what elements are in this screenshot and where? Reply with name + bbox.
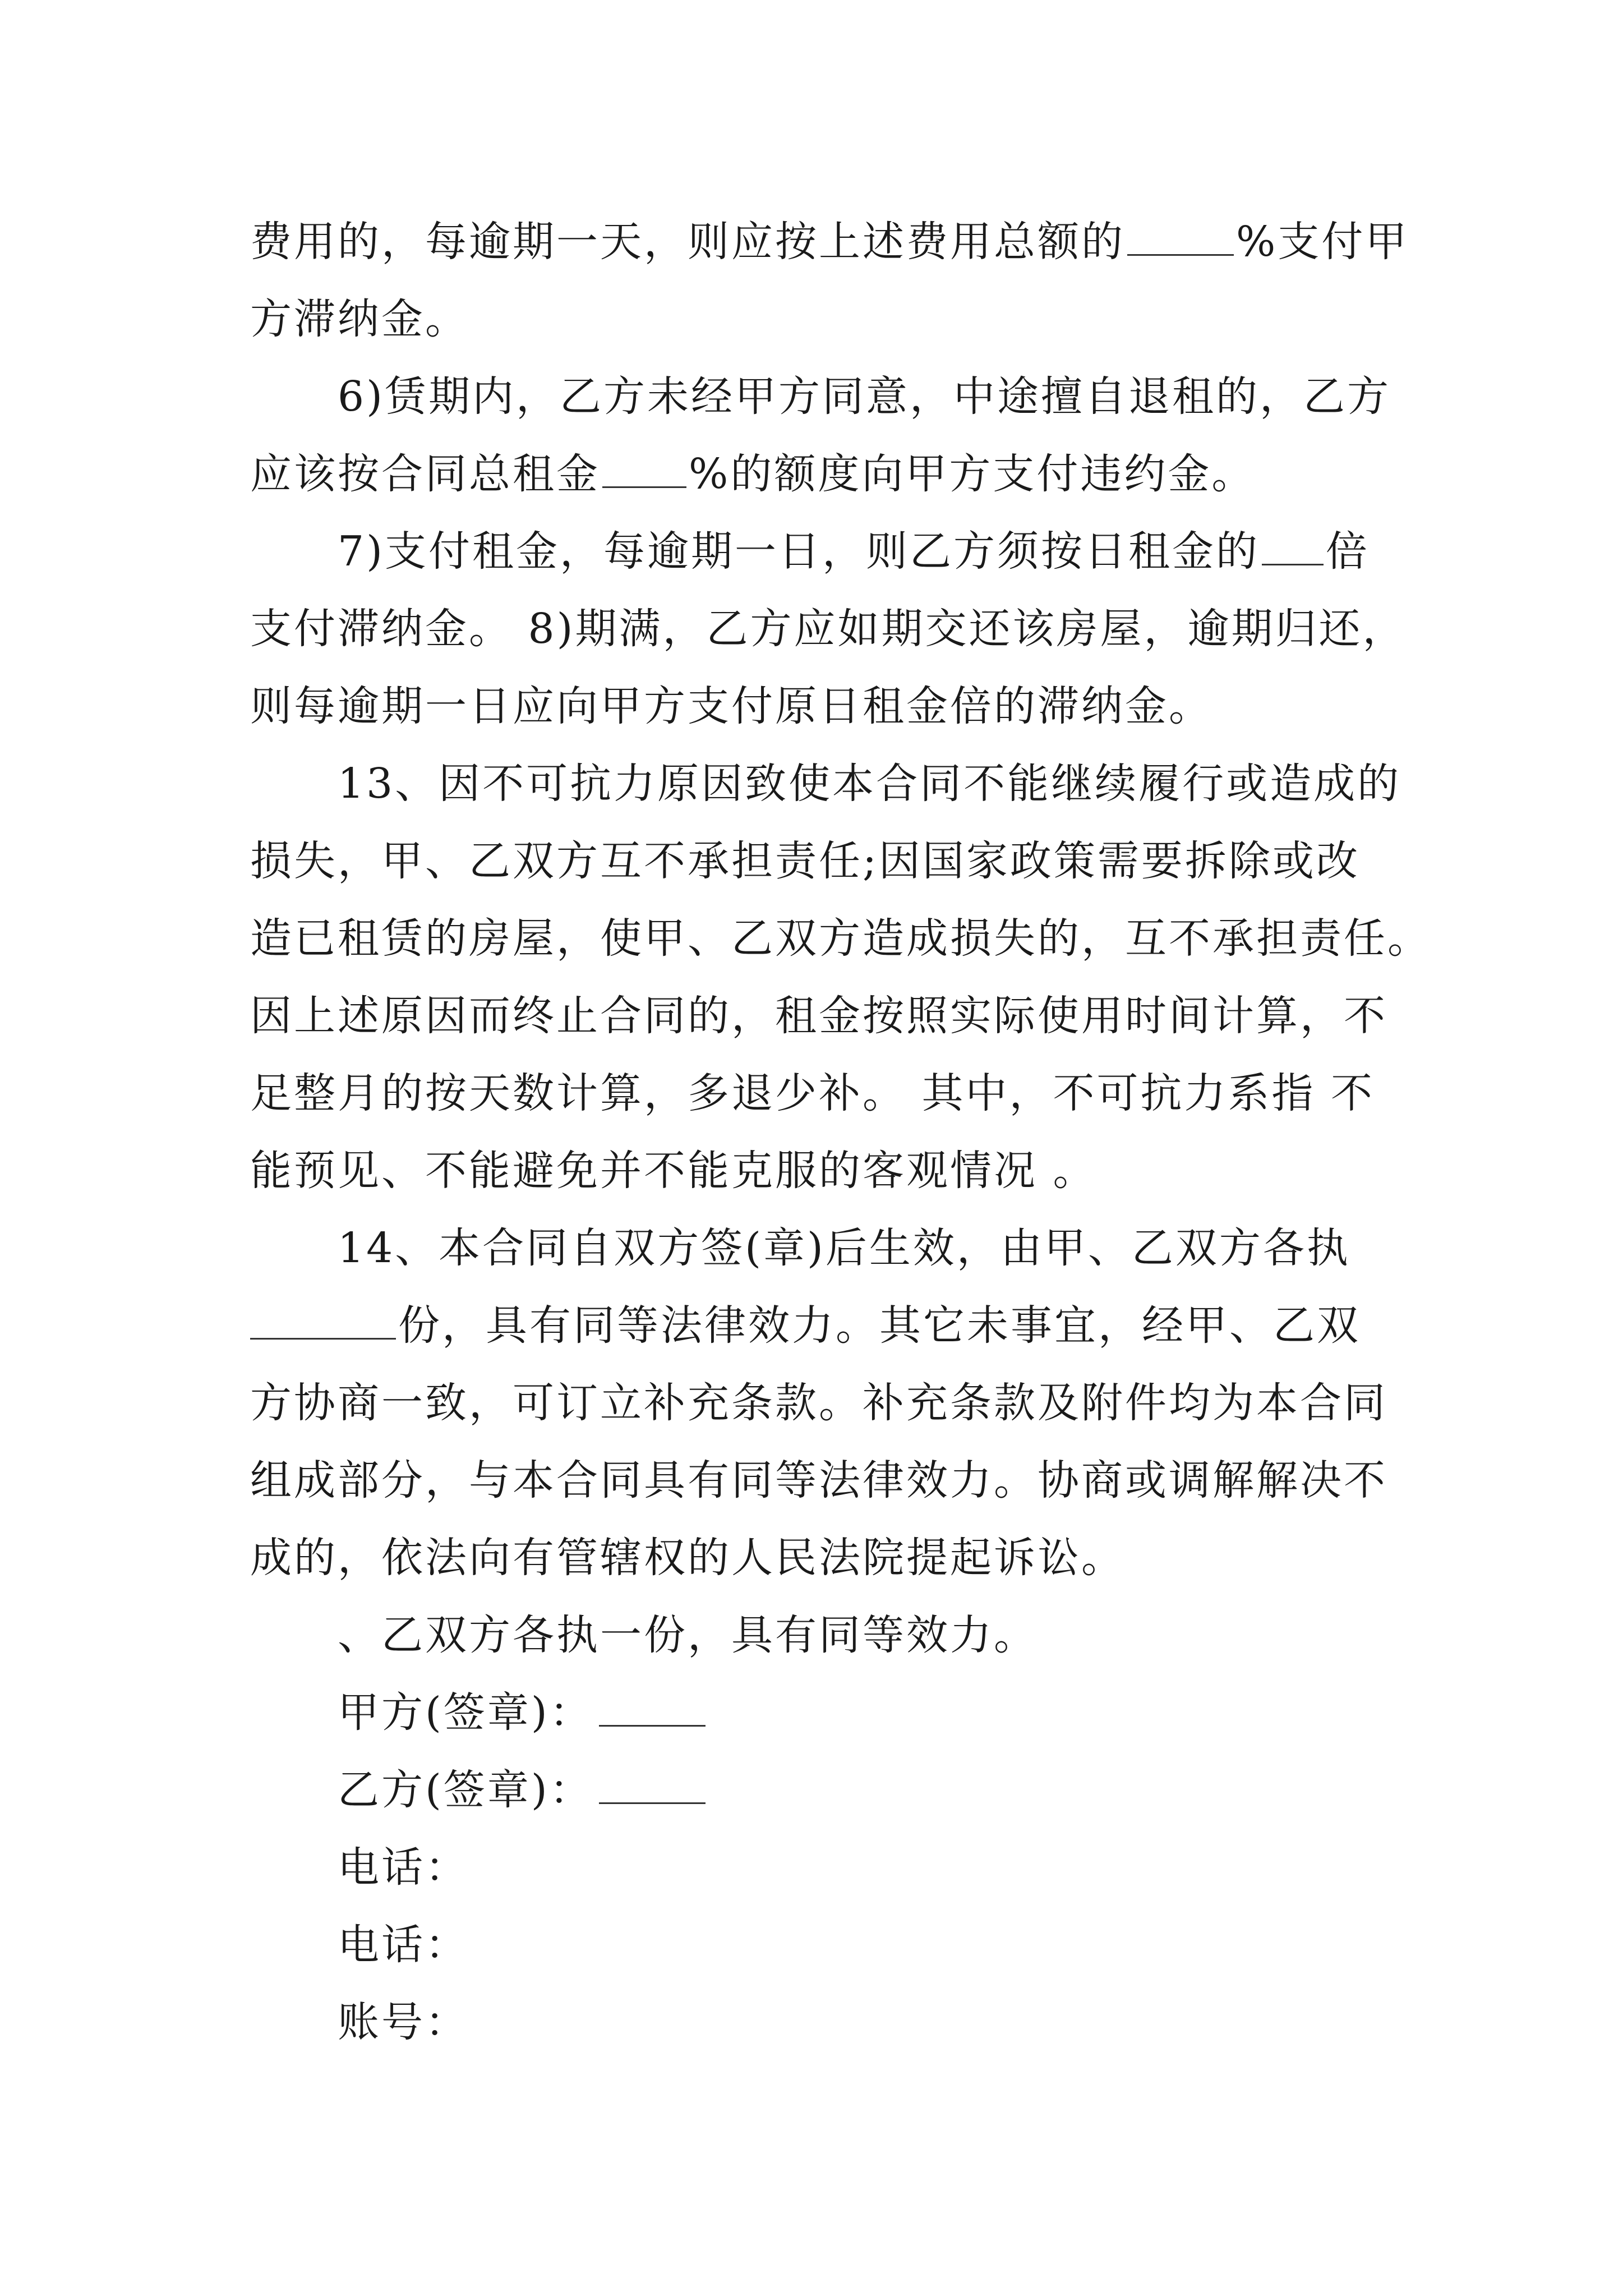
paragraph-effectiveness xyxy=(250,1209,1394,1596)
text-line: 、乙双方各执一份，具有同等效力。 xyxy=(338,1611,1038,1659)
fill-blank[interactable] xyxy=(602,445,686,488)
text-line: 能预见、不能避免并不能克服的客观情况 。 xyxy=(250,1147,1097,1195)
text-line: 方协商一致，可订立补充条款。补充条款及附件均为本合同 xyxy=(250,1379,1387,1427)
phone-field-2: 电话： xyxy=(338,1921,469,1969)
text-line: 成的，依法向有管辖权的人民法院提起诉讼。 xyxy=(250,1534,1125,1582)
paragraph-force-majeure xyxy=(250,745,1431,1209)
text-line: 14、本合同自双方签(章)后生效，由甲、乙双方各执 xyxy=(338,1224,1350,1272)
text-line: 则每逾期一日应向甲方支付原日租金倍的滞纳金。 xyxy=(250,682,1212,730)
text-line: 应该按合同总租金 %的额度向甲方支付违约金。 xyxy=(250,435,1394,513)
text-line: 损失，甲、乙双方互不承担责任;因国家政策需要拆除或改 xyxy=(250,837,1360,885)
signature-field[interactable] xyxy=(599,1683,706,1727)
text-line: 因上述原因而终止合同的，租金按照实际使用时间计算，不 xyxy=(250,992,1387,1040)
text-line: 足整月的按天数计算，多退少补。 其中，不可抗力系指 不 xyxy=(250,1069,1375,1117)
account-field: 账号： xyxy=(338,1998,469,2046)
text-line: 方滞纳金。 xyxy=(250,295,469,343)
signature-block xyxy=(250,1674,1394,2061)
text-line: 费用的，每逾期一天，则应按上述费用总额的 %支付甲 xyxy=(250,203,1394,280)
signature-field[interactable] xyxy=(599,1761,706,1804)
paragraph-late-fee xyxy=(250,203,1409,358)
party-b-signature: 乙方(签章)： xyxy=(250,1751,1394,1829)
contract-body xyxy=(250,203,1431,2061)
text-line: 组成部分，与本合同具有同等法律效力。协商或调解解决不 xyxy=(250,1456,1387,1504)
text-line: 6)赁期内，乙方未经甲方同意，中途擅自退租的，乙方 xyxy=(338,372,1391,421)
paragraph-rent-payment xyxy=(250,513,1407,745)
paragraph-early-termination xyxy=(250,358,1394,513)
party-a-signature: 甲方(签章)： xyxy=(250,1674,1394,1751)
paragraph-copies xyxy=(250,1596,1394,1674)
fill-blank[interactable] xyxy=(1127,213,1234,256)
text-line: 7)支付租金，每逾期一日，则乙方须按日租金的 倍 xyxy=(250,513,1394,590)
text-line: 造已租赁的房屋，使甲、乙双方造成损失的，互不承担责任。 xyxy=(250,914,1431,963)
phone-field-1: 电话： xyxy=(338,1843,469,1892)
fill-blank[interactable] xyxy=(250,1296,396,1340)
text-line: 13、因不可抗力原因致使本合同不能继续履行或造成的 xyxy=(338,760,1401,808)
fill-blank[interactable] xyxy=(1262,522,1324,565)
text-line: 份，具有同等法律效力。其它未事宜，经甲、乙双 xyxy=(250,1287,1394,1364)
text-line: 支付滞纳金。 8)期满，乙方应如期交还该房屋，逾期归还， xyxy=(250,605,1407,653)
